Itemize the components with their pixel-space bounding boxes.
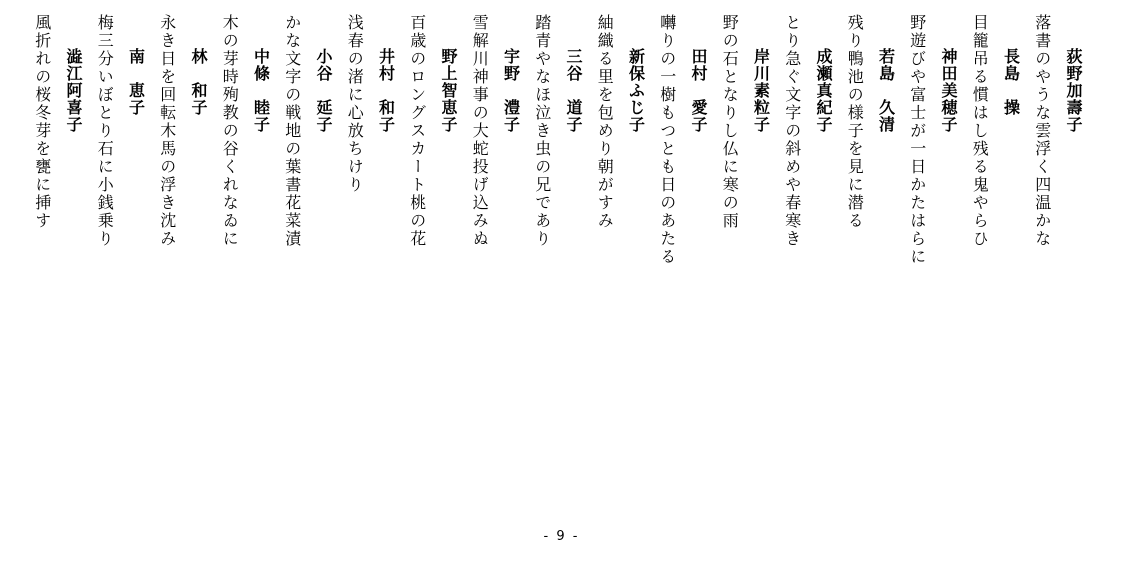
author-name: 成瀬真紀子 bbox=[814, 48, 833, 133]
haiku-text: 木の芽時殉教の谷くれなゐに bbox=[220, 14, 240, 248]
author-name: 野上智恵子 bbox=[439, 48, 458, 133]
haiku-text: 雪解川神事の大蛇投げ込みぬ bbox=[470, 14, 490, 248]
haiku-text: 紬織る里を包めり朝がすみ bbox=[595, 14, 615, 230]
haiku-text: 目籠吊る慣はし残る鬼やらひ bbox=[970, 14, 990, 248]
haiku-entry bbox=[464, 14, 527, 484]
author-name: 長島 操 bbox=[1001, 48, 1021, 116]
haiku-list bbox=[27, 14, 1090, 484]
author-name: 岸川素粒子 bbox=[751, 48, 771, 133]
haiku-entry bbox=[964, 14, 1027, 484]
author-name: 荻野加壽子 bbox=[1064, 48, 1083, 133]
haiku-text: 踏青やなほ泣き虫の兄であり bbox=[532, 14, 552, 248]
haiku-text: 野の石となりし仏に寒の雨 bbox=[720, 14, 740, 230]
haiku-text: 落書のやうな雲浮く四温かな bbox=[1032, 14, 1052, 248]
author-name: 田村 愛子 bbox=[689, 48, 708, 133]
author-name: 南 恵子 bbox=[126, 48, 146, 116]
haiku-entry bbox=[89, 14, 152, 484]
haiku-text: 囀りの一樹もつとも日のあたる bbox=[657, 14, 677, 266]
page-number: - 9 - bbox=[543, 529, 580, 544]
haiku-text: 百歳のロングスカート桃の花 bbox=[407, 14, 427, 248]
author-name: 三谷 道子 bbox=[564, 48, 583, 133]
haiku-text: 残り鴨池の様子を見に潜る bbox=[845, 14, 865, 230]
haiku-entry bbox=[1027, 14, 1090, 484]
author-name: 林 和子 bbox=[189, 48, 208, 116]
haiku-entry bbox=[152, 14, 215, 484]
haiku-entry bbox=[27, 14, 90, 484]
haiku-text: 風折れの桜冬芽を甕に挿す bbox=[32, 14, 52, 230]
author-name: 若島 久清 bbox=[876, 48, 896, 133]
author-name: 中條 睦子 bbox=[251, 48, 271, 133]
haiku-entry bbox=[402, 14, 465, 484]
haiku-entry bbox=[777, 14, 840, 484]
haiku-entry bbox=[839, 14, 902, 484]
haiku-text: かな文字の戦地の葉書花菜漬 bbox=[282, 14, 302, 248]
haiku-text: 浅春の渚に心放ちけり bbox=[345, 14, 365, 194]
haiku-text: 永き日を回転木馬の浮き沈み bbox=[157, 14, 177, 248]
haiku-entry bbox=[339, 14, 402, 484]
author-name: 宇野 澧子 bbox=[501, 48, 521, 133]
haiku-entry bbox=[214, 14, 277, 484]
haiku-entry bbox=[277, 14, 340, 484]
author-name: 井村 和子 bbox=[376, 48, 396, 133]
author-name: 神田美穂子 bbox=[939, 48, 958, 133]
haiku-entry bbox=[652, 14, 715, 484]
haiku-entry bbox=[902, 14, 965, 484]
haiku-entry bbox=[714, 14, 777, 484]
haiku-text: 野遊びや富士が一日かたはらに bbox=[907, 14, 927, 266]
haiku-entry bbox=[527, 14, 590, 484]
haiku-entry bbox=[589, 14, 652, 484]
haiku-text: 梅三分いぼとり石に小銭乗り bbox=[95, 14, 115, 248]
author-name: 新保ふじ子 bbox=[626, 48, 646, 133]
haiku-text: とり急ぐ文字の斜めや春寒き bbox=[782, 14, 802, 248]
author-name: 澁江阿喜子 bbox=[64, 48, 83, 133]
author-name: 小谷 延子 bbox=[314, 48, 333, 133]
